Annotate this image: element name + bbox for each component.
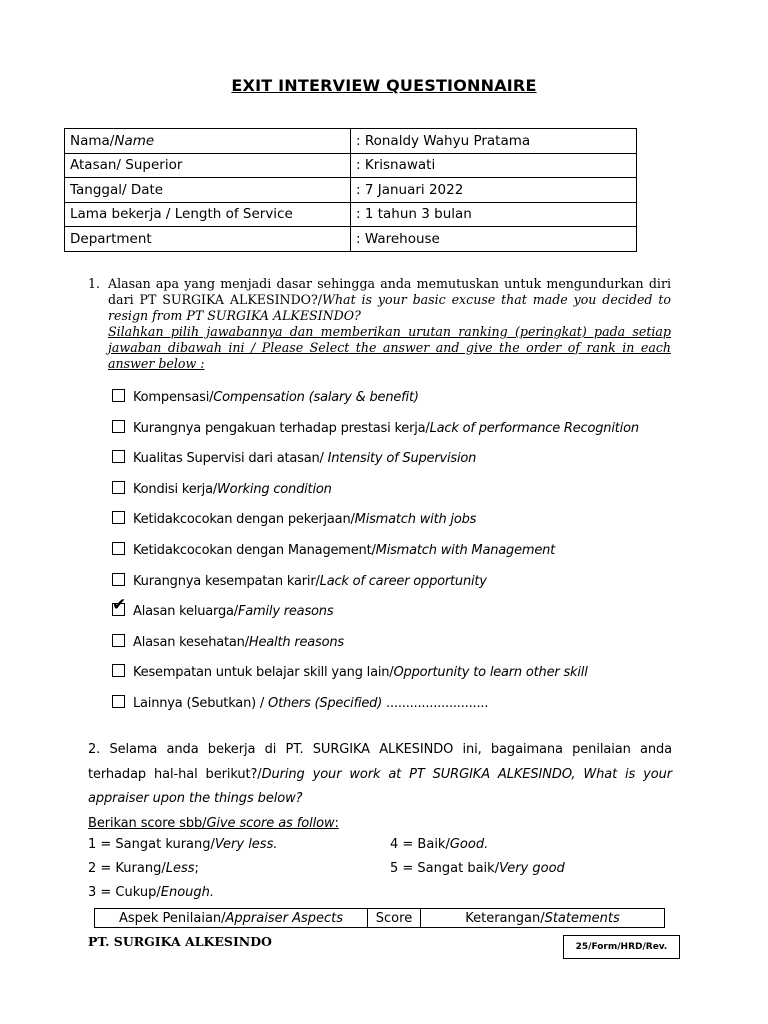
question-2	[88, 738, 672, 836]
option-label-english: Mismatch with jobs	[354, 512, 477, 528]
info-row-superior	[65, 153, 637, 178]
reason-option[interactable]	[112, 634, 344, 650]
option-label: Kesempatan untuk belajar skill yang lain/	[133, 665, 394, 681]
option-label: Ketidakcocokan dengan pekerjaan/	[133, 512, 355, 528]
option-label-english: Lack of career opportunity	[319, 573, 487, 589]
score-4: 4 = Baik/Good.	[390, 837, 489, 852]
option-label: Kualitas Supervisi dari atasan/	[133, 451, 328, 467]
aspect-header-cell: Aspek Penilaian/Appraiser Aspects	[95, 909, 368, 928]
page-title: EXIT INTERVIEW QUESTIONNAIRE	[231, 76, 537, 95]
reason-option[interactable]	[112, 420, 639, 436]
score-2: 2 = Kurang/Less;	[88, 861, 199, 876]
option-label: Alasan kesehatan/	[133, 634, 249, 650]
score-1: 1 = Sangat kurang/Very less.	[88, 837, 278, 852]
option-label-english: Lack of performance Recognition	[429, 420, 639, 436]
info-row-length-of-service	[65, 202, 637, 227]
score-5: 5 = Sangat baik/Very good	[390, 861, 565, 876]
aspect-table-header	[95, 909, 665, 928]
option-label-english: Others (Specified)	[268, 696, 383, 711]
option-label-english: Family reasons	[237, 604, 334, 620]
reason-option[interactable]	[112, 542, 555, 558]
reason-option[interactable]	[112, 664, 588, 680]
info-label: Atasan/ Superior	[65, 153, 351, 178]
info-label: Nama/Name	[65, 129, 351, 154]
question-1-instruction: Silahkan pilih jawabannya dan memberikan urutan ranking (peringkat) pada setiap jawaban dibawah ini / Please Select the answer and give the order of rank in each answer below :	[108, 324, 671, 371]
info-label: Department	[65, 227, 351, 252]
info-value: : 7 Januari 2022	[351, 178, 637, 203]
option-label: Ketidakcocokan dengan Management/	[133, 543, 376, 558]
checkbox-checked-icon[interactable]	[112, 595, 127, 616]
score-3: 3 = Cukup/Enough.	[88, 885, 215, 900]
option-label: Kurangnya pengakuan terhadap prestasi kerja/	[133, 420, 430, 436]
question-2-text: 2. Selama anda bekerja di PT. SURGIKA ALKESINDO ini, bagaimana penilaian anda terhadap hal-hal berikut?/	[88, 742, 672, 782]
reason-option[interactable]	[112, 595, 334, 620]
reason-option[interactable]	[112, 389, 419, 405]
score-header-cell: Score	[368, 909, 421, 928]
checkbox-icon[interactable]	[112, 511, 125, 524]
question-number: 1.	[88, 276, 101, 291]
option-label-english: Mismatch with Management	[375, 543, 556, 558]
option-label-english: Working condition	[217, 481, 332, 497]
statements-header-cell: Keterangan/Statements	[421, 909, 665, 928]
footer-company: PT. SURGIKA ALKESINDO	[88, 934, 272, 949]
option-label-english: Health reasons	[248, 634, 344, 650]
info-row-department	[65, 227, 637, 252]
info-row-name	[65, 129, 637, 154]
checkbox-icon[interactable]	[112, 481, 125, 494]
info-value: : Krisnawati	[351, 153, 637, 178]
checkmark-icon: ✔	[112, 595, 127, 616]
option-label-english: Compensation (salary & benefit)	[213, 390, 419, 405]
info-value: : Ronaldy Wahyu Pratama	[351, 129, 637, 154]
reason-option[interactable]	[112, 450, 476, 466]
checkbox-icon[interactable]	[112, 664, 125, 677]
footer-form-code: 25/Form/HRD/Rev.	[563, 935, 680, 959]
option-label: Alasan keluarga/	[133, 604, 238, 620]
info-label: Lama bekerja / Length of Service	[65, 202, 351, 227]
option-label-english: Opportunity to learn other skill	[393, 665, 588, 681]
option-label: Kondisi kerja/	[133, 481, 218, 497]
info-label: Tanggal/ Date	[65, 178, 351, 203]
question-2-text-english: During your work at PT SURGIKA ALKESINDO, What is your appraiser upon the things below?	[88, 766, 672, 806]
reason-option[interactable]	[112, 573, 487, 589]
employee-info-table	[64, 128, 637, 252]
option-fill-blank: ..........................	[382, 696, 489, 711]
reason-option[interactable]	[112, 481, 332, 497]
checkbox-icon[interactable]	[112, 573, 125, 586]
reason-option[interactable]	[112, 695, 488, 711]
checkbox-icon[interactable]	[112, 542, 125, 555]
checkbox-icon[interactable]	[112, 695, 125, 708]
info-value: : 1 tahun 3 bulan	[351, 202, 637, 227]
reason-option[interactable]	[112, 511, 476, 527]
checkbox-icon[interactable]	[112, 634, 125, 647]
question-1	[88, 276, 671, 372]
option-label: Kompensasi/	[133, 390, 214, 405]
score-intro: Berikan score sbb/Give score as follow:	[88, 815, 339, 831]
info-value: : Warehouse	[351, 227, 637, 252]
option-label-english: Intensity of Supervision	[327, 451, 477, 467]
checkbox-icon[interactable]	[112, 389, 125, 402]
checkbox-icon[interactable]	[112, 450, 125, 463]
aspect-table	[94, 908, 665, 928]
option-label: Kurangnya kesempatan karir/	[133, 573, 320, 589]
option-label: Lainnya (Sebutkan) /	[133, 696, 269, 711]
info-row-date	[65, 178, 637, 203]
checkbox-icon[interactable]	[112, 420, 125, 433]
question-1-text: Alasan apa yang menjadi dasar sehingga anda memutuskan untuk mengundurkan diri dari PT SURGIKA ALKESINDO?/What is your basic excuse that made you decided to resign from PT SURGIKA ALKESINDO?	[108, 276, 671, 323]
